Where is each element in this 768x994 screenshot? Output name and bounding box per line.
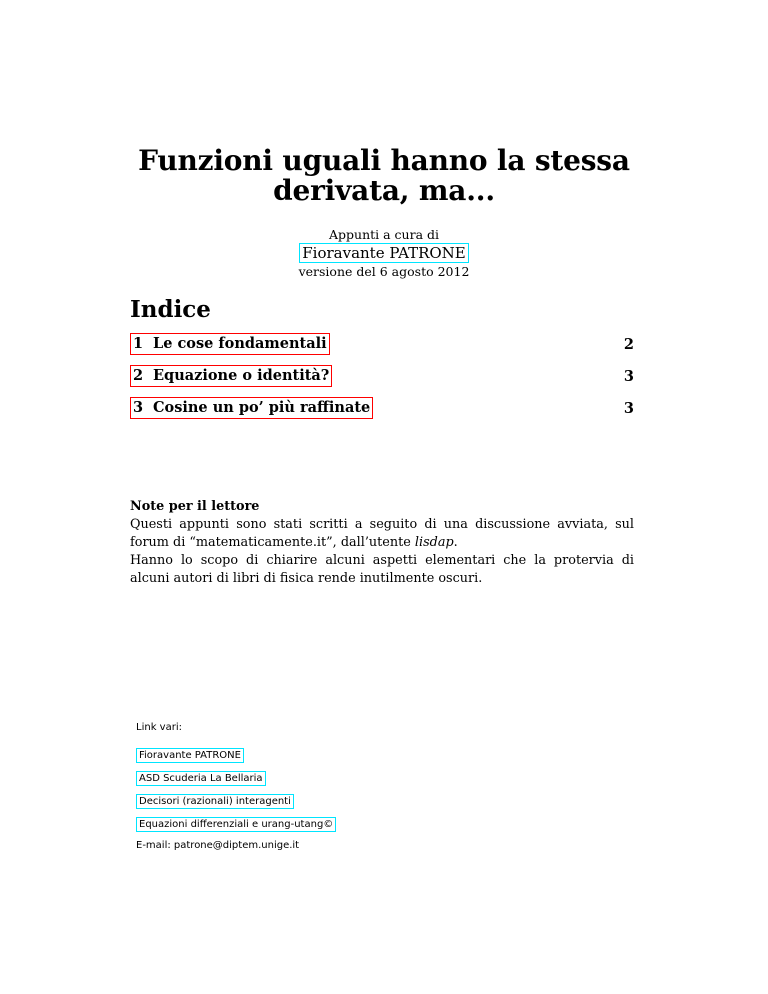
notes-title: Note per il lettore bbox=[130, 499, 260, 514]
links-section bbox=[136, 722, 336, 863]
reader-notes bbox=[130, 498, 634, 588]
notes-paragraph-2: Hanno lo scopo di chiarire alcuni aspetti elementari che la protervia di alcuni autori di libri di fisica rende inutilmente oscuri. bbox=[130, 553, 634, 586]
toc-title: Equazione o identità? bbox=[153, 367, 330, 384]
toc-entry bbox=[130, 365, 634, 387]
toc-page-number: 2 bbox=[623, 336, 634, 353]
links-label: Link vari: bbox=[136, 722, 182, 733]
toc-link-1[interactable] bbox=[130, 333, 330, 355]
toc-number: 1 bbox=[133, 335, 144, 352]
link-equazioni[interactable]: Equazioni differenziali e urang-utang© bbox=[136, 817, 336, 832]
author-line bbox=[0, 243, 768, 263]
toc-title: Le cose fondamentali bbox=[153, 335, 327, 352]
link-scuderia[interactable]: ASD Scuderia La Bellaria bbox=[136, 771, 266, 786]
title-line-1: Funzioni uguali hanno la stessa bbox=[138, 144, 630, 177]
email-line: E-mail: patrone@diptem.unige.it bbox=[136, 840, 300, 851]
toc-link-2[interactable] bbox=[130, 365, 332, 387]
link-decisori[interactable]: Decisori (razionali) interagenti bbox=[136, 794, 294, 809]
toc-page-number: 3 bbox=[623, 368, 634, 385]
toc-entry bbox=[130, 397, 634, 419]
link-author[interactable]: Fioravante PATRONE bbox=[136, 748, 244, 763]
version-date: versione del 6 agosto 2012 bbox=[298, 264, 470, 279]
toc-title: Cosine un po’ più raffinate bbox=[153, 399, 371, 416]
toc-link-3[interactable] bbox=[130, 397, 373, 419]
toc-entry bbox=[130, 333, 634, 355]
document-title bbox=[0, 146, 768, 206]
author-intro: Appunti a cura di bbox=[328, 227, 439, 242]
notes-username: lisdap bbox=[414, 535, 454, 550]
toc-page-number: 3 bbox=[623, 400, 634, 417]
notes-text: Questi appunti sono stati scritti a seguito di una discussione avviata, sul forum di “matematicamente.it”, dall’utente bbox=[130, 517, 634, 550]
author-link[interactable]: Fioravante PATRONE bbox=[299, 243, 469, 263]
toc-heading: Indice bbox=[130, 296, 211, 323]
toc-number: 2 bbox=[133, 367, 144, 384]
notes-paragraph-1: Questi appunti sono stati scritti a seguito di una discussione avviata, sul forum di “matematicamente.it”, dall’utente lisdap. bbox=[130, 517, 634, 550]
title-line-2: derivata, ma... bbox=[273, 174, 495, 207]
toc-number: 3 bbox=[133, 399, 144, 416]
